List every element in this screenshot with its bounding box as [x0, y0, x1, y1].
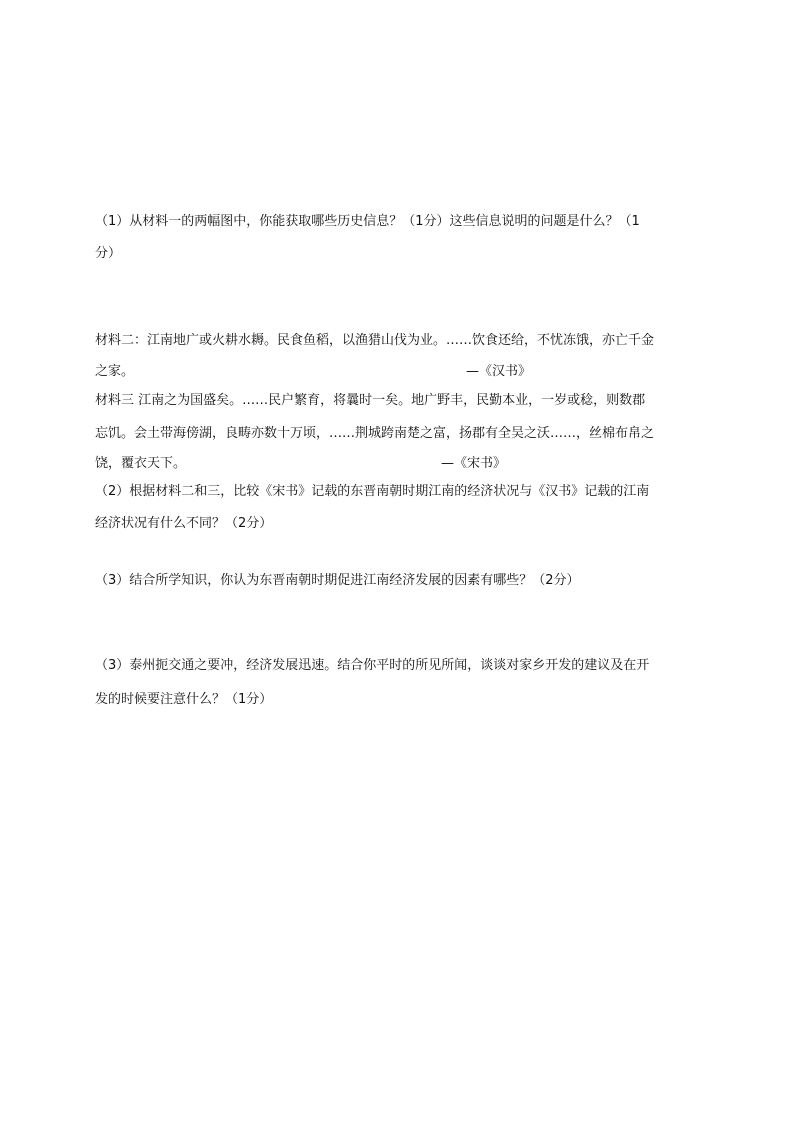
question-1-text-line-1: （1）从材料一的两幅图中，你能获取哪些历史信息？（1分）这些信息说明的问题是什么？（1: [95, 214, 640, 229]
material-3-text-line-1: 材料三 江南之为国盛矣。……民户繁育，将曩时一矣。地广野丰，民勤本业，一岁或稔，则数郡: [95, 393, 646, 408]
material-2-text-line-1: 材料二：江南地广或火耕水耨。民食鱼稻，以渔猎山伐为业。……饮食还给，不忧冻饿，亦亡千金: [95, 333, 655, 348]
material-3-text-line-2: 忘饥。会土带海傍湖，良畴亦数十万顷，……荆城跨南楚之富，扬郡有全吴之沃……，丝棉布帛之: [95, 426, 655, 441]
question-2-text-line-1: （2）根据材料二和三，比较《宋书》记载的东晋南朝时期江南的经济状况与《汉书》记载的江南: [95, 484, 650, 499]
question-2-text-line-2: 经济状况有什么不同？（2分）: [95, 516, 273, 531]
question-3a-text-line-1: （3）结合所学知识，你认为东晋南朝时期促进江南经济发展的因素有哪些？（2分）: [95, 573, 580, 588]
material-2-source: —《汉书》: [466, 364, 532, 379]
material-3-source: —《宋书》: [441, 456, 507, 471]
question-3b-text-line-1: （3）泰州扼交通之要冲，经济发展迅速。结合你平时的所见所闻，谈谈对家乡开发的建议及在开: [95, 658, 650, 673]
question-1-text-line-2: 分）: [95, 246, 122, 261]
material-3-text-line-3: 饶，覆衣天下。: [95, 456, 187, 471]
question-3b-text-line-2: 发的时候要注意什么？（1分）: [95, 692, 273, 707]
material-2-text-line-2: 之家。: [95, 364, 135, 379]
